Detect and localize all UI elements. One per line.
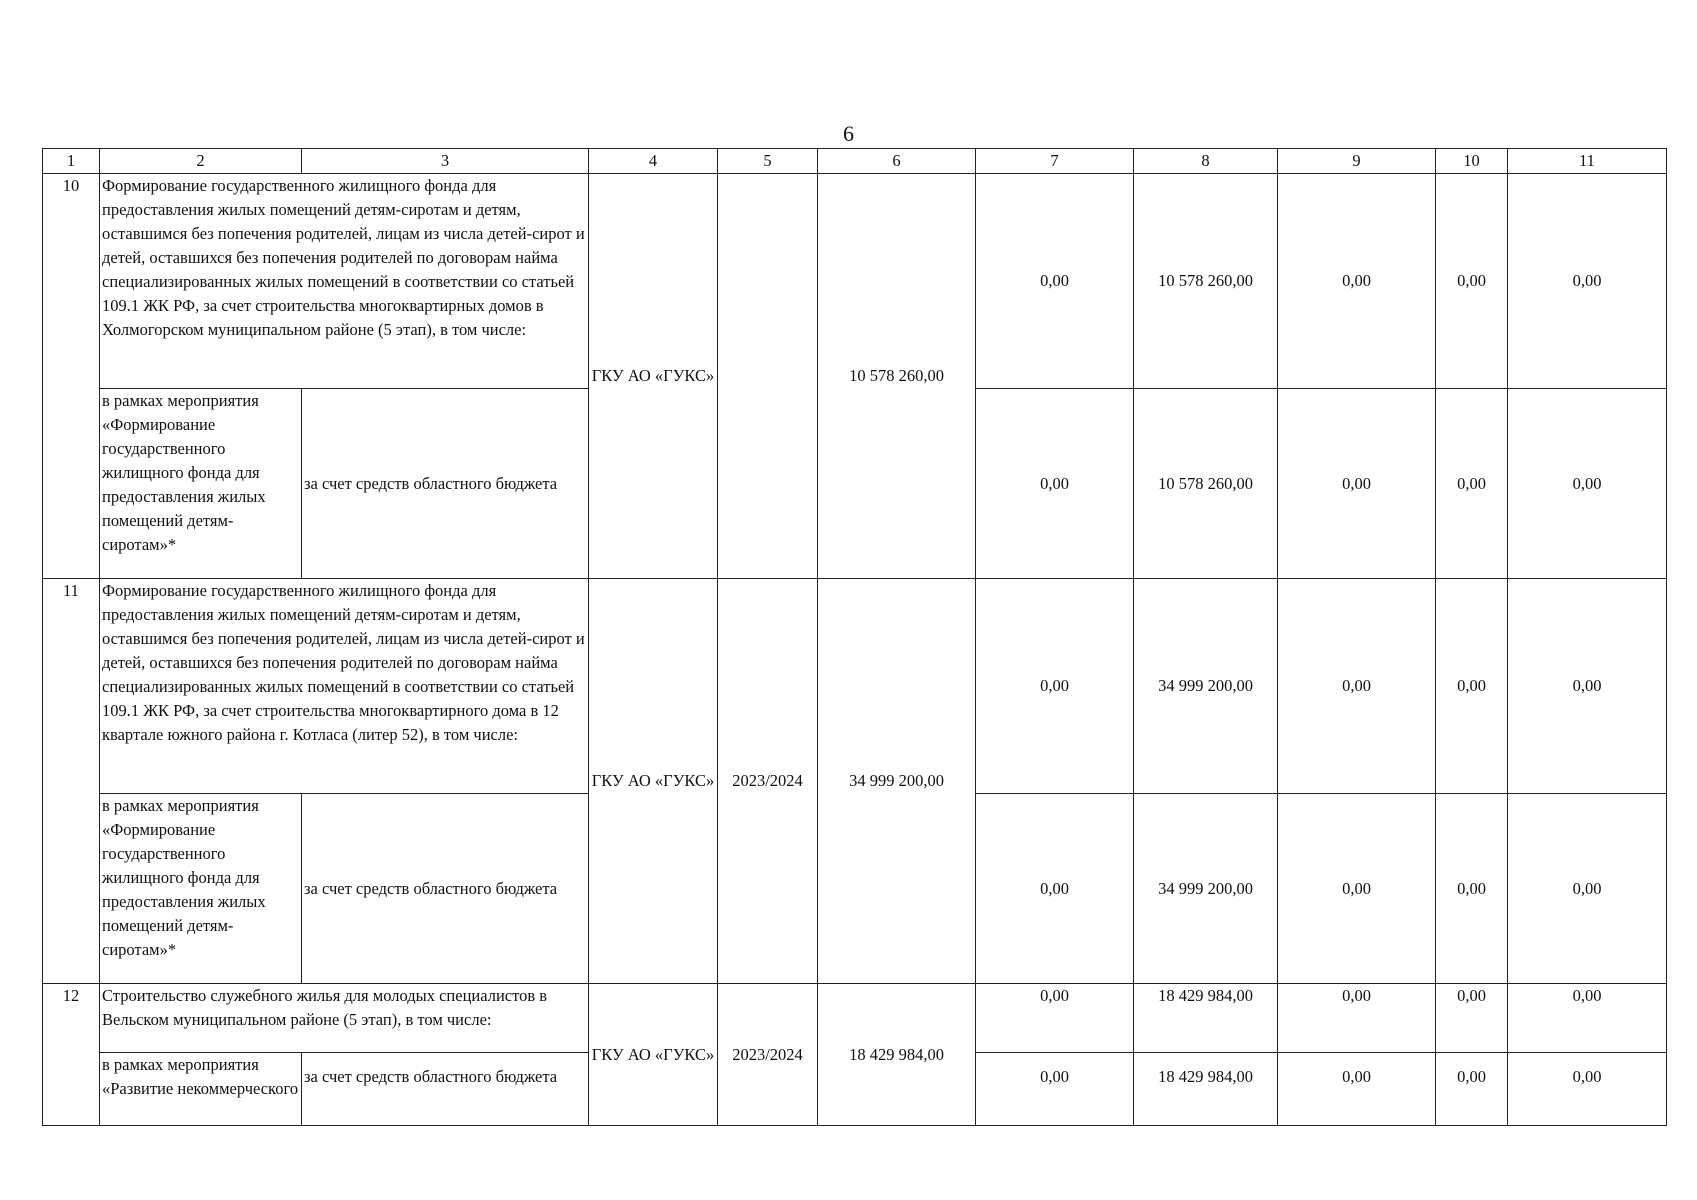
period-cell: 2023/2024: [718, 984, 818, 1126]
amount-cell: 0,00: [976, 579, 1134, 794]
amount-cell: 0,00: [1278, 1053, 1436, 1126]
amount-cell: 34 999 200,00: [1134, 579, 1278, 794]
amount-cell: 18 429 984,00: [1134, 1053, 1278, 1126]
amount-cell: 0,00: [976, 984, 1134, 1053]
amount-cell: 0,00: [1436, 1053, 1508, 1126]
column-header: 6: [818, 149, 976, 174]
event-description: в рамках мероприятия «Формирование государственного жилищного фонда для предоставления жилых помещений детям-сиротам»*: [100, 389, 302, 579]
amount-cell: 0,00: [1436, 174, 1508, 389]
amount-cell: 0,00: [976, 389, 1134, 579]
column-header: 10: [1436, 149, 1508, 174]
amount-cell: 10 578 260,00: [1134, 389, 1278, 579]
event-description: в рамках мероприятия «Формирование государственного жилищного фонда для предоставления жилых помещений детям-сиротам»*: [100, 794, 302, 984]
funding-source: за счет средств областного бюджета: [302, 389, 589, 579]
amount-cell: 0,00: [1508, 579, 1667, 794]
funding-source: за счет средств областного бюджета: [302, 794, 589, 984]
activity-title: Строительство служебного жилья для молодых специалистов в Вельском муниципальном районе (5 этап), в том числе:: [100, 984, 589, 1053]
amount-cell: 18 429 984,00: [1134, 984, 1278, 1053]
activity-title: Формирование государственного жилищного фонда для предоставления жилых помещений детям-сиротам и детям, оставшимся без попечения родителей, лицам из числа детей-сирот и детей, оставшихся без попечения родителей по договорам найма специализированных жилых помещений в соответствии со статьей 109.1 ЖК РФ, за счет строительства многоквартирного дома в 12 квартале южного района г. Котласа (литер 52), в том числе:: [100, 579, 589, 794]
total-amount-cell: 34 999 200,00: [818, 579, 976, 984]
page-number: 6: [843, 121, 854, 146]
activity-title: Формирование государственного жилищного фонда для предоставления жилых помещений детям-сиротам и детям, оставшимся без попечения родителей, лицам из числа детей-сирот и детей, оставшихся без попечения родителей по договорам найма специализированных жилых помещений в соответствии со статьей 109.1 ЖК РФ, за счет строительства многоквартирных домов в Холмогорском муниципальном районе (5 этап), в том числе:: [100, 174, 589, 389]
table-row: [43, 174, 1667, 389]
amount-cell: 10 578 260,00: [1134, 174, 1278, 389]
event-description: в рамках мероприятия «Развитие некоммерческого: [100, 1053, 302, 1126]
amount-cell: 0,00: [1278, 984, 1436, 1053]
amount-cell: 0,00: [976, 794, 1134, 984]
amount-cell: 34 999 200,00: [1134, 794, 1278, 984]
period-cell: [718, 174, 818, 579]
row-number: 12: [43, 984, 100, 1126]
amount-cell: 0,00: [1508, 984, 1667, 1053]
total-amount-cell: 10 578 260,00: [818, 174, 976, 579]
amount-cell: 0,00: [1508, 794, 1667, 984]
executor-cell: ГКУ АО «ГУКС»: [589, 174, 718, 579]
column-header: 1: [43, 149, 100, 174]
amount-cell: 0,00: [976, 1053, 1134, 1126]
column-number-header: [43, 149, 1667, 174]
amount-cell: 0,00: [1508, 174, 1667, 389]
amount-cell: 0,00: [1278, 794, 1436, 984]
amount-cell: 0,00: [976, 174, 1134, 389]
column-header: 5: [718, 149, 818, 174]
period-cell: 2023/2024: [718, 579, 818, 984]
column-header: 8: [1134, 149, 1278, 174]
column-header: 2: [100, 149, 302, 174]
funding-source: за счет средств областного бюджета: [302, 1053, 589, 1126]
column-header: 3: [302, 149, 589, 174]
executor-cell: ГКУ АО «ГУКС»: [589, 579, 718, 984]
executor-cell: ГКУ АО «ГУКС»: [589, 984, 718, 1126]
amount-cell: 0,00: [1436, 389, 1508, 579]
table-row: [43, 984, 1667, 1053]
amount-cell: 0,00: [1436, 984, 1508, 1053]
budget-table: [42, 148, 1667, 1126]
row-number: 11: [43, 579, 100, 984]
amount-cell: 0,00: [1278, 174, 1436, 389]
total-amount-cell: 18 429 984,00: [818, 984, 976, 1126]
amount-cell: 0,00: [1508, 1053, 1667, 1126]
amount-cell: 0,00: [1278, 579, 1436, 794]
amount-cell: 0,00: [1508, 389, 1667, 579]
row-number: 10: [43, 174, 100, 579]
column-header: 11: [1508, 149, 1667, 174]
column-header: 4: [589, 149, 718, 174]
table-row: [43, 579, 1667, 794]
amount-cell: 0,00: [1278, 389, 1436, 579]
amount-cell: 0,00: [1436, 794, 1508, 984]
column-header: 7: [976, 149, 1134, 174]
column-header: 9: [1278, 149, 1436, 174]
amount-cell: 0,00: [1436, 579, 1508, 794]
